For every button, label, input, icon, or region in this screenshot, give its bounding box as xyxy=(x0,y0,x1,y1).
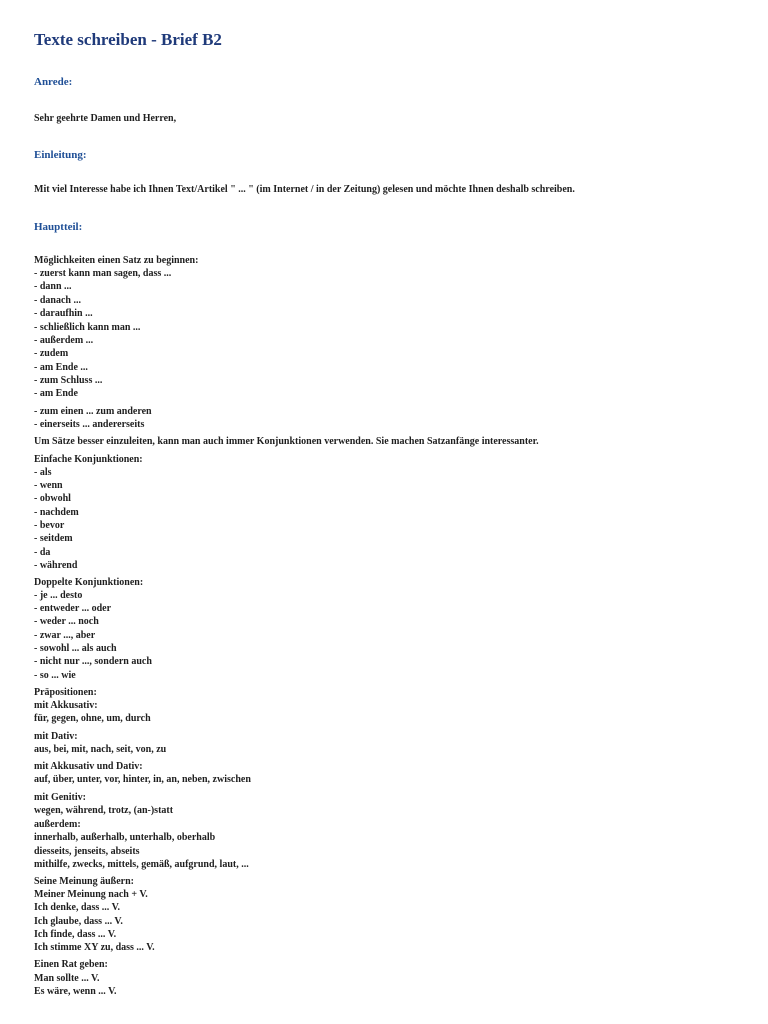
body-line: Es wäre, wenn ... V. xyxy=(34,986,117,997)
body-line: - weder ... noch xyxy=(34,616,99,627)
body-line: - daraufhin ... xyxy=(34,308,93,319)
body-line: - obwohl xyxy=(34,493,71,504)
body-line: Seine Meinung äußern: xyxy=(34,876,135,887)
body-line: - sowohl ... als auch xyxy=(34,643,117,654)
body-line: - außerdem ... xyxy=(34,335,94,346)
body-line: Präpositionen: xyxy=(34,687,97,698)
body-line: - danach ... xyxy=(34,295,81,306)
body-line: - entweder ... oder xyxy=(34,603,112,614)
body-line: wegen, während, trotz, (an-)statt xyxy=(34,805,174,816)
heading-anrede: Anrede: xyxy=(34,76,73,88)
body-line: mithilfe, zwecks, mittels, gemäß, aufgrund, laut, ... xyxy=(34,859,249,870)
body-line: diesseits, jenseits, abseits xyxy=(34,846,140,857)
body-line: - da xyxy=(34,547,51,558)
body-line: - zuerst kann man sagen, dass ... xyxy=(34,268,172,279)
body-line: für, gegen, ohne, um, durch xyxy=(34,713,151,724)
anrede-text: Sehr geehrte Damen und Herren, xyxy=(34,113,177,124)
body-line: Man sollte ... V. xyxy=(34,973,100,984)
body-line: - zum einen ... zum anderen xyxy=(34,406,152,417)
body-line: mit Akkusativ: xyxy=(34,700,98,711)
body-line: Ich finde, dass ... V. xyxy=(34,929,117,940)
body-line: Einfache Konjunktionen: xyxy=(34,454,143,465)
body-line: - wenn xyxy=(34,480,63,491)
heading-einleitung: Einleitung: xyxy=(34,149,87,161)
body-line: Um Sätze besser einzuleiten, kann man auch immer Konjunktionen verwenden. Sie machen Satzanfänge interessanter. xyxy=(34,436,539,447)
body-line: - so ... wie xyxy=(34,670,76,681)
body-line: Doppelte Konjunktionen: xyxy=(34,577,144,588)
heading-hauptteil: Hauptteil: xyxy=(34,221,83,233)
body-line: mit Akkusativ und Dativ: xyxy=(34,761,143,772)
body-line: - als xyxy=(34,467,52,478)
body-line: - nachdem xyxy=(34,507,79,518)
body-line: - während xyxy=(34,560,78,571)
body-line: - bevor xyxy=(34,520,65,531)
body-line: - zwar ..., aber xyxy=(34,630,96,641)
body-line: innerhalb, außerhalb, unterhalb, oberhalb xyxy=(34,832,216,843)
body-line: - nicht nur ..., sondern auch xyxy=(34,656,152,667)
body-line: mit Dativ: xyxy=(34,731,78,742)
body-line: - zudem xyxy=(34,348,69,359)
body-line: Ich glaube, dass ... V. xyxy=(34,916,123,927)
body-line: aus, bei, mit, nach, seit, von, zu xyxy=(34,744,167,755)
body-line: Ich stimme XY zu, dass ... V. xyxy=(34,942,155,953)
body-line: - dann ... xyxy=(34,281,72,292)
body-line: - am Ende xyxy=(34,388,78,399)
body-line: Möglichkeiten einen Satz zu beginnen: xyxy=(34,255,199,266)
body-line: Ich denke, dass ... V. xyxy=(34,902,121,913)
body-line: mit Genitiv: xyxy=(34,792,86,803)
document-title: Texte schreiben - Brief B2 xyxy=(34,30,222,49)
body-line: Einen Rat geben: xyxy=(34,959,108,970)
body-line: - seitdem xyxy=(34,533,73,544)
body-line: auf, über, unter, vor, hinter, in, an, neben, zwischen xyxy=(34,774,251,785)
einleitung-text: Mit viel Interesse habe ich Ihnen Text/Artikel " ... " (im Internet / in der Zeitung) gelesen und möchte Ihnen deshalb schreiben. xyxy=(34,184,575,195)
body-line: - einerseits ... andererseits xyxy=(34,419,145,430)
body-line: Meiner Meinung nach + V. xyxy=(34,889,148,900)
body-line: - schließlich kann man ... xyxy=(34,322,141,333)
body-line: - am Ende ... xyxy=(34,362,88,373)
body-line: - je ... desto xyxy=(34,590,83,601)
body-line: - zum Schluss ... xyxy=(34,375,103,386)
body-line: außerdem: xyxy=(34,819,81,830)
